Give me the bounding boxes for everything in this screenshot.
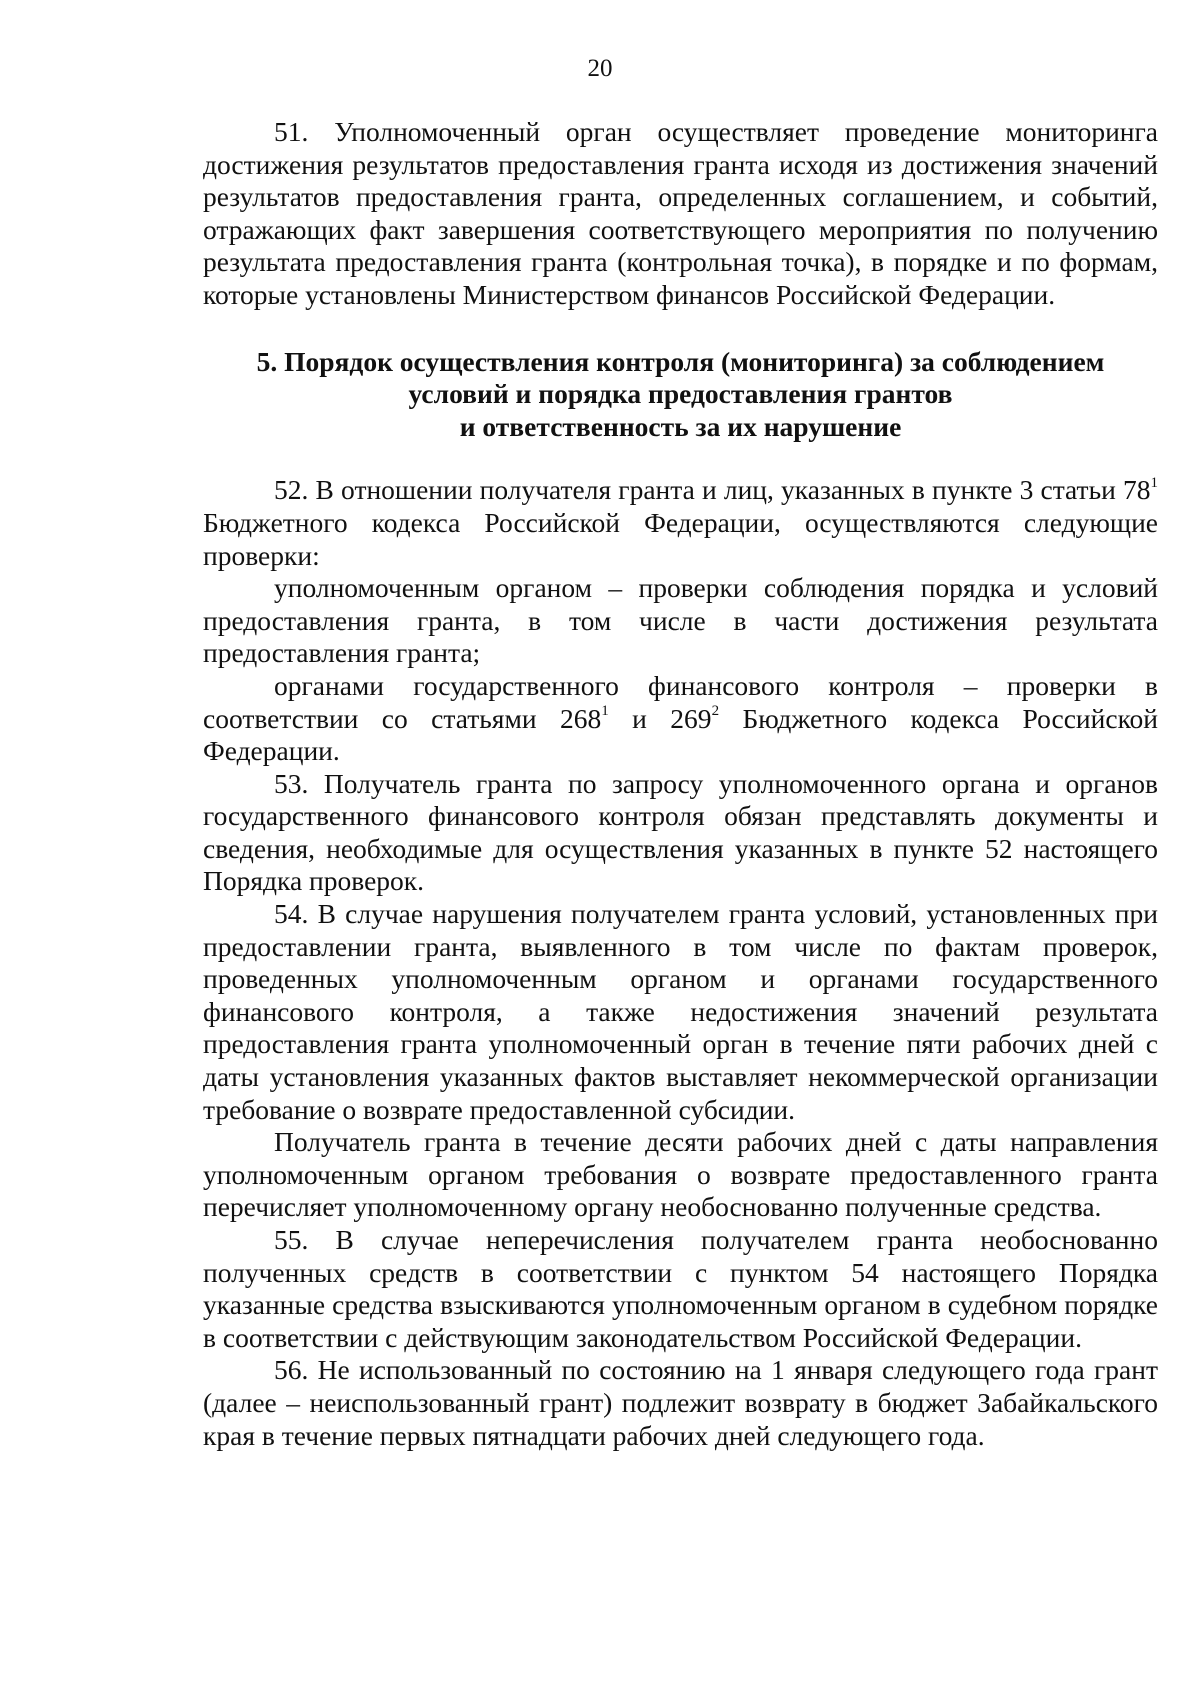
paragraph-51: 51. Уполномоченный орган осуществляет проведение мониторинга достижения результатов предоставления гранта исходя из достижения значений результатов предоставления гранта, определенных соглашением, и событий, отражающих факт завершения соответствующего мероприятия по получению результата предоставления гранта (контрольная точка), в порядке и по формам, которые установлены Министерством финансов Российской Федерации. <box>203 116 1158 310</box>
page-number: 20 <box>587 55 613 82</box>
section-heading-line-2: условий и порядка предоставления грантов <box>408 378 953 410</box>
superscript: 2 <box>711 703 720 720</box>
paragraph-52-item-2-text-a: органами государственного финансового контроля – проверки в соответствии со статьями 268 <box>203 669 1158 734</box>
superscript: 1 <box>1150 475 1158 492</box>
paragraph-54-continuation: Получатель гранта в течение десяти рабочих дней с даты направления уполномоченным органом требования о возврате предоставленного гранта перечисляет уполномоченному органу необоснованно полученные средства. <box>203 1126 1158 1223</box>
paragraph-54: 54. В случае нарушения получателем гранта условий, установленных при предоставлении гранта, выявленного в том числе по фактам проверок, проведенных уполномоченным органом и органами государственного финансового контроля, а также недостижения значений результата предоставления гранта уполномоченный орган в течение пяти рабочих дней с даты установления указанных фактов выставляет некоммерческой организации требование о возврате предоставленной субсидии. <box>203 898 1158 1125</box>
paragraph-52 <box>203 474 1158 572</box>
paragraph-52-item-2-text-c: Бюджетного кодекса Российской Федерации. <box>203 702 1158 767</box>
paragraph-53: 53. Получатель гранта по запросу уполномоченного органа и органов государственного финансового контроля обязан представлять документы и сведения, необходимые для осуществления указанных в пункте 52 настоящего Порядка проверок. <box>203 767 1158 897</box>
document-body <box>203 116 1158 1452</box>
paragraph-52-item-1: уполномоченным органом – проверки соблюдения порядка и условий предоставления гранта, в том числе в части достижения результата предоставления гранта; <box>203 572 1158 669</box>
section-heading <box>203 346 1158 444</box>
superscript: 1 <box>601 703 609 720</box>
section-heading-line-1: 5. Порядок осуществления контроля (мониторинга) за соблюдением <box>256 345 1105 377</box>
paragraph-56: 56. Не использованный по состоянию на 1 января следующего года грант (далее – неиспользованный грант) подлежит возврату в бюджет Забайкальского края в течение первых пятнадцати рабочих дней следующего года. <box>203 1354 1158 1451</box>
paragraph-55: 55. В случае неперечисления получателем гранта необоснованно полученных средств в соответствии с пунктом 54 настоящего Порядка указанные средства взыскиваются уполномоченным органом в судебном порядке в соответствии с действующим законодательством Российской Федерации. <box>203 1224 1158 1353</box>
paragraph-52-item-2 <box>203 670 1158 768</box>
section-heading-line-3: и ответственность за их нарушение <box>459 410 902 442</box>
paragraph-52-item-2-text-b: и 269 <box>608 702 712 734</box>
paragraph-52-text-b: Бюджетного кодекса Российской Федерации, осуществляются следующие проверки: <box>203 506 1158 571</box>
paragraph-52-text-a: 52. В отношении получателя гранта и лиц, указанных в пункте 3 статьи 78 <box>274 474 1151 506</box>
